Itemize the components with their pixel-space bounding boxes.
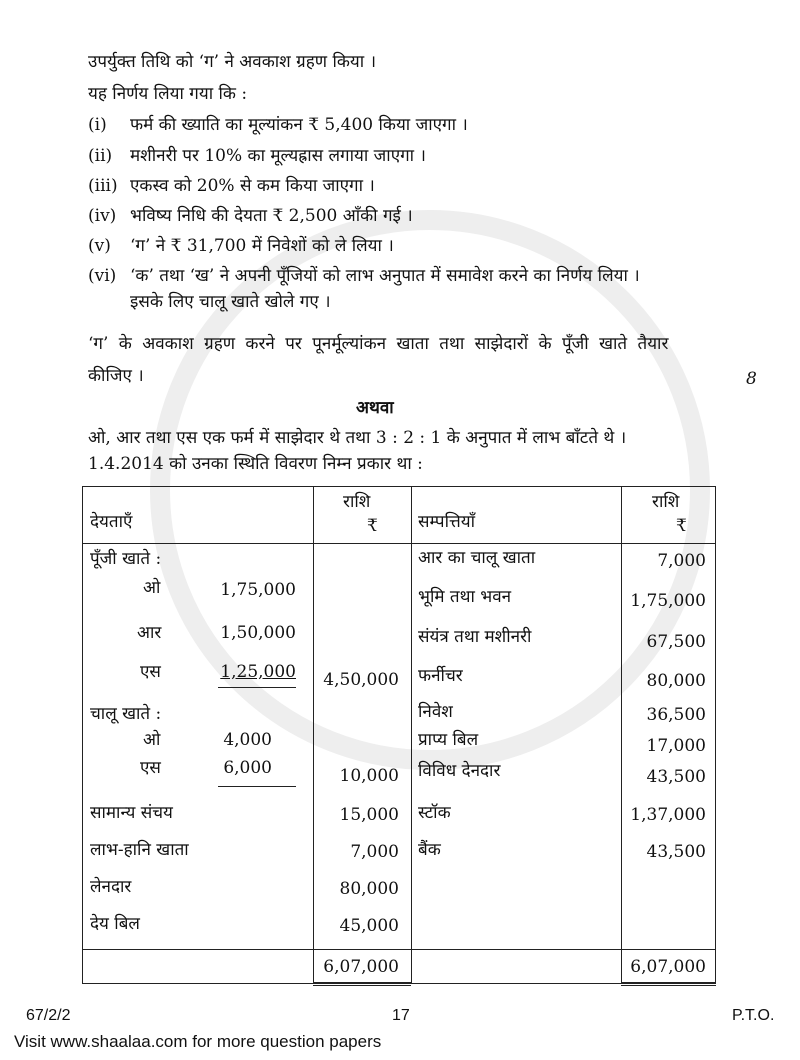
asset-name: भूमि तथा भवन xyxy=(418,587,512,607)
asset-value: 80,000 xyxy=(646,671,706,691)
partner-name: आर xyxy=(137,623,162,643)
item-number: (vi) xyxy=(88,266,117,286)
header-liabilities: देयताएँ xyxy=(90,512,133,532)
item-text: मशीनरी पर 10% का मूल्यह्रास लगाया जाएगा । xyxy=(130,146,426,166)
item-text: ‘ग’ ने ₹ 31,700 में निवेशों को ले लिया । xyxy=(130,236,394,256)
item-text-continued: इसके लिए चालू खाते खोले गए । xyxy=(130,292,331,312)
asset-value: 1,75,000 xyxy=(630,591,706,611)
subtotal-line xyxy=(218,786,296,787)
page-number: 17 xyxy=(392,1007,410,1024)
current-accounts-label: चालू खाते : xyxy=(90,704,162,724)
asset-value: 43,500 xyxy=(646,767,706,787)
visit-link[interactable]: Visit www.shaalaa.com for more question papers xyxy=(14,1032,382,1051)
total-double-underline xyxy=(313,982,411,986)
asset-value: 67,500 xyxy=(646,632,706,652)
asset-name: फर्नीचर xyxy=(418,666,463,686)
partner-current: 6,000 xyxy=(223,758,272,778)
header-currency: ₹ xyxy=(676,516,687,536)
question-line-2: कीजिए । xyxy=(88,366,144,386)
liability-name: लाभ-हानि खाता xyxy=(90,840,189,860)
header-assets: सम्पत्तियाँ xyxy=(418,512,475,532)
asset-name: निवेश xyxy=(418,702,453,722)
total-assets: 6,07,000 xyxy=(630,957,706,977)
partner-capital: 1,50,000 xyxy=(220,623,296,643)
question-line-1: ‘ग’ के अवकाश ग्रहण करने पर पूनर्मूल्यांकन खाता तथा साझेदारों के पूँजी खाते तैयार xyxy=(88,334,669,354)
alt-question-line-2: 1.4.2014 को उनका स्थिति विवरण निम्न प्रकार था : xyxy=(88,454,423,474)
item-number: (i) xyxy=(88,115,107,135)
asset-value: 17,000 xyxy=(646,736,706,756)
header-amount: राशि xyxy=(343,492,371,512)
asset-value: 7,000 xyxy=(657,551,706,571)
item-text: ‘क’ तथा ‘ख’ ने अपनी पूँजियों को लाभ अनुपात में समावेश करने का निर्णय लिया । xyxy=(130,266,640,286)
total-divider xyxy=(82,949,716,950)
intro-line-1: उपर्युक्त तिथि को ‘ग’ ने अवकाश ग्रहण किया । xyxy=(88,52,377,72)
asset-name: प्राप्य बिल xyxy=(418,730,479,750)
intro-line-2: यह निर्णय लिया गया कि : xyxy=(88,84,248,104)
asset-name: आर का चालू खाता xyxy=(418,548,536,568)
partner-name: ओ xyxy=(143,578,161,598)
or-heading: अथवा xyxy=(356,398,394,418)
partner-name: एस xyxy=(140,758,161,778)
header-currency: ₹ xyxy=(367,516,378,536)
partner-name: ओ xyxy=(143,730,161,750)
partner-current: 4,000 xyxy=(223,730,272,750)
paper-code: 67/2/2 xyxy=(26,1007,71,1024)
capital-label: पूँजी खाते : xyxy=(90,549,162,569)
header-amount: राशि xyxy=(652,492,680,512)
alt-question-line-1: ओ, आर तथा एस एक फर्म में साझेदार थे तथा 3 : 2 : 1 के अनुपात में लाभ बाँटते थे । xyxy=(88,428,627,448)
asset-name: बैंक xyxy=(418,840,441,860)
asset-name: विविध देनदार xyxy=(418,761,501,781)
liability-value: 80,000 xyxy=(339,879,399,899)
asset-name: स्टॉक xyxy=(418,803,451,823)
item-text: एकस्व को 20% से कम किया जाएगा । xyxy=(130,176,375,196)
liability-name: लेनदार xyxy=(90,877,132,897)
asset-value: 36,500 xyxy=(646,705,706,725)
partner-capital: 1,25,000 xyxy=(220,662,296,682)
column-divider xyxy=(411,486,412,984)
liability-value: 45,000 xyxy=(339,916,399,936)
liability-name: देय बिल xyxy=(90,914,140,934)
total-double-underline xyxy=(621,982,716,986)
capital-total: 4,50,000 xyxy=(323,670,399,690)
item-number: (iii) xyxy=(88,176,118,196)
partner-name: एस xyxy=(140,662,161,682)
pto-label: P.T.O. xyxy=(732,1007,775,1024)
subtotal-line xyxy=(218,687,296,688)
item-number: (v) xyxy=(88,236,111,256)
asset-value: 43,500 xyxy=(646,842,706,862)
current-total: 10,000 xyxy=(339,766,399,786)
asset-value: 1,37,000 xyxy=(630,805,706,825)
liability-value: 7,000 xyxy=(350,842,399,862)
marks: 8 xyxy=(746,369,757,389)
total-liabilities: 6,07,000 xyxy=(323,957,399,977)
liability-name: सामान्य संचय xyxy=(90,803,173,823)
item-number: (ii) xyxy=(88,146,113,166)
header-divider xyxy=(82,543,716,544)
item-text: भविष्य निधि की देयता ₹ 2,500 आँकी गई । xyxy=(130,206,413,226)
liability-value: 15,000 xyxy=(339,805,399,825)
asset-name: संयंत्र तथा मशीनरी xyxy=(418,627,532,647)
column-divider xyxy=(313,486,314,984)
item-number: (iv) xyxy=(88,206,117,226)
partner-capital: 1,75,000 xyxy=(220,580,296,600)
item-text: फर्म की ख्याति का मूल्यांकन ₹ 5,400 किया जाएगा । xyxy=(130,115,468,135)
